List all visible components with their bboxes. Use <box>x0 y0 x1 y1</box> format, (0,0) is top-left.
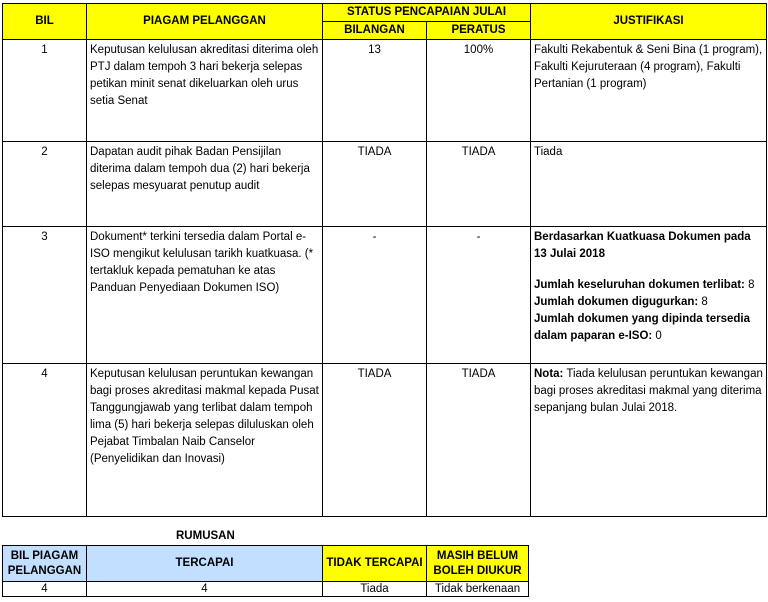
justifikasi-line <box>534 311 763 345</box>
row-bilangan: TIADA <box>323 142 427 227</box>
justifikasi-value: 0 <box>652 330 662 342</box>
summary-header-masih-belum <box>427 546 529 582</box>
summary-header-tercapai: TERCAPAI <box>87 546 323 582</box>
row-piagam: Dapatan audit pihak Badan Pensijilan diterima dalam tempoh dua (2) hari bekerja selepas mesyuarat penutup audit <box>87 142 323 227</box>
justifikasi-label: Jumlah dokumen yang dipinda tersedia dalam paparan e-ISO: <box>534 313 750 342</box>
row-justifikasi: Fakulti Rekabentuk & Seni Bina (1 program), Fakulti Kejuruteraan (4 program), Fakulti Pertanian (1 program) <box>531 40 767 142</box>
summary-header-tidak-tercapai: TIDAK TERCAPAI <box>323 546 427 582</box>
row-peratus: 100% <box>427 40 531 142</box>
row-bil: 1 <box>3 40 87 142</box>
charter-status-table <box>2 3 767 517</box>
nota-label: Nota: <box>534 368 564 380</box>
row-piagam: Keputusan kelulusan akreditasi diterima oleh PTJ dalam tempoh 3 hari bekerja selepas petikan minit senat dikeluarkan oleh urus setia Senat <box>87 40 323 142</box>
justifikasi-label: Jumlah keseluruhan dokumen terlibat: <box>534 279 745 291</box>
summary-header-line: MASIH BELUM <box>436 549 519 562</box>
row-piagam: Dokument* terkini tersedia dalam Portal e-ISO mengikut kelulusan tarikh kuatkuasa. (* tertakluk kepada pematuhan ke atas Panduan Penyediaan Dokumen ISO) <box>87 227 323 364</box>
nota-text: Tiada kelulusan peruntukan kewangan bagi proses akreditasi makmal yang diterima sepanjang bulan Julai 2018. <box>534 368 763 414</box>
row-peratus: TIADA <box>427 364 531 517</box>
table-row <box>3 142 767 227</box>
row-bil: 2 <box>3 142 87 227</box>
justifikasi-value: 8 <box>698 296 708 308</box>
summary-value-tidak-tercapai: Tiada <box>323 582 427 597</box>
summary-table <box>2 545 529 597</box>
summary-value-masih-belum: Tidak berkenaan <box>427 582 529 597</box>
header-justifikasi: JUSTIFIKASI <box>531 4 767 40</box>
header-status-pencapaian: STATUS PENCAPAIAN JULAI <box>323 4 531 22</box>
table-row <box>3 227 767 364</box>
row-justifikasi: Tiada <box>531 142 767 227</box>
row-justifikasi <box>531 364 767 517</box>
row-bil: 3 <box>3 227 87 364</box>
summary-header-line: PELANGGAN <box>7 564 82 577</box>
row-bilangan: TIADA <box>323 364 427 517</box>
row-bil: 4 <box>3 364 87 517</box>
summary-header-line: BOLEH DIUKUR <box>433 564 522 577</box>
row-piagam: Keputusan kelulusan peruntukan kewangan bagi proses akreditasi makmal kepada Pusat Tanggungjawab yang terlibat dalam tempoh lima (5) hari bekerja selepas diluluskan oleh Pejabat Timbalan Naib Canselor (Penyelidikan dan Inovasi) <box>87 364 323 517</box>
table-row <box>3 40 767 142</box>
justifikasi-label: Jumlah dokumen digugurkan: <box>534 296 699 308</box>
header-bilangan: BILANGAN <box>323 22 427 40</box>
row-peratus: TIADA <box>427 142 531 227</box>
header-piagam-pelanggan: PIAGAM PELANGGAN <box>87 4 323 40</box>
row-bilangan: 13 <box>323 40 427 142</box>
justifikasi-value: 8 <box>744 279 755 291</box>
row-justifikasi <box>531 227 767 364</box>
summary-value-bil-piagam: 4 <box>3 582 87 597</box>
summary-header-bil-piagam <box>3 546 87 582</box>
summary-title: RUMUSAN <box>176 530 235 542</box>
table-row <box>3 364 767 517</box>
summary-value-tercapai: 4 <box>87 582 323 597</box>
justifikasi-line <box>534 294 763 311</box>
row-peratus: - <box>427 227 531 364</box>
row-bilangan: - <box>323 227 427 364</box>
header-peratus: PERATUS <box>427 22 531 40</box>
header-bil: BIL <box>3 4 87 40</box>
summary-header-line: BIL PIAGAM <box>10 549 79 562</box>
justifikasi-line <box>534 277 763 294</box>
justifikasi-heading: Berdasarkan Kuatkuasa Dokumen pada 13 Julai 2018 <box>534 231 751 260</box>
